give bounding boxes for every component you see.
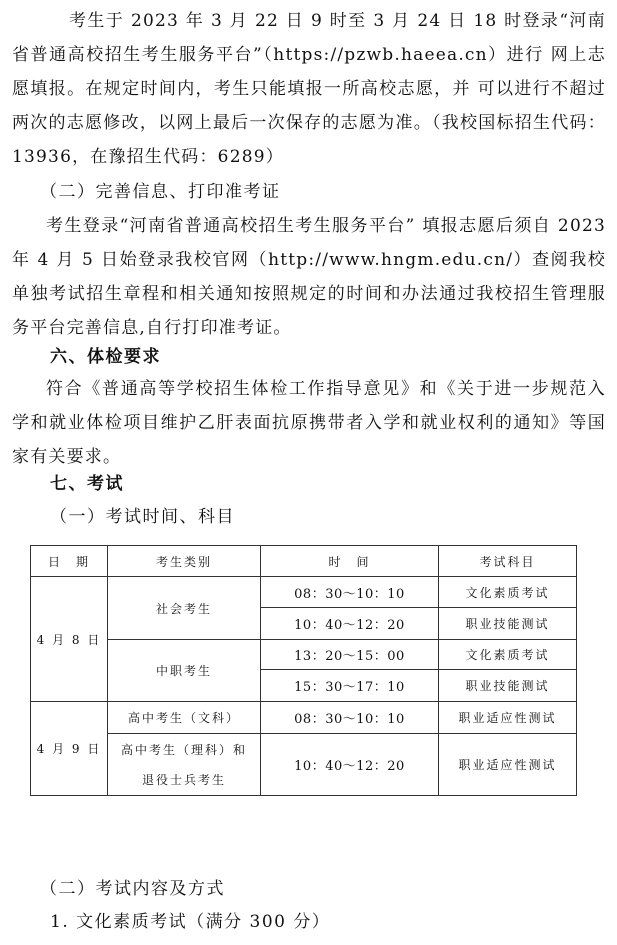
table-row bbox=[31, 640, 577, 670]
table-row bbox=[31, 577, 577, 608]
section-heading-complete-info: （二）完善信息、打印准考证 bbox=[40, 182, 281, 202]
date-cell-apr8: 4 月 8 日 bbox=[31, 577, 108, 702]
header-date: 日 期 bbox=[31, 546, 108, 577]
header-subject: 考试科目 bbox=[439, 546, 577, 577]
category-hs-arts: 高中考生（文科） bbox=[108, 702, 261, 734]
time-cell: 08：30～10：10 bbox=[261, 577, 439, 608]
complete-info-paragraph: 考生登录“河南省普通高校招生考生服务平台” 填报志愿后须自 2023 年 4 月 5 日始登录我校官网（http://www.hngm.edu.cn/）查阅我校单独考试招生章程和相关通知按照规定的时间和办法通过我校招生管理服务平台完善信息,自行打印准考证。 bbox=[12, 216, 606, 338]
subject-cell: 职业技能测试 bbox=[439, 608, 577, 640]
category-hs-science-line2: 退役士兵考生 bbox=[141, 772, 226, 787]
section-heading-exam: 七、考试 bbox=[50, 474, 124, 494]
table-row bbox=[31, 734, 577, 796]
time-cell: 10：40～12：20 bbox=[261, 608, 439, 640]
subject-cell: 职业技能测试 bbox=[439, 670, 577, 702]
time-cell: 10：40～12：20 bbox=[261, 734, 439, 796]
exam-item-1: 1. 文化素质考试（满分 300 分） bbox=[50, 912, 331, 932]
section-heading-exam-content: （二）考试内容及方式 bbox=[40, 879, 225, 899]
subject-cell: 职业适应性测试 bbox=[439, 702, 577, 734]
time-cell: 13：20～15：00 bbox=[261, 640, 439, 670]
time-cell: 08：30～10：10 bbox=[261, 702, 439, 734]
category-vocational: 中职考生 bbox=[108, 640, 261, 702]
subject-cell: 职业适应性测试 bbox=[439, 734, 577, 796]
section-heading-medical: 六、体检要求 bbox=[50, 347, 161, 367]
table-header-row bbox=[31, 546, 577, 577]
subject-cell: 文化素质考试 bbox=[439, 577, 577, 608]
exam-schedule-table bbox=[30, 545, 577, 796]
category-hs-science bbox=[108, 734, 261, 796]
header-category: 考生类别 bbox=[108, 546, 261, 577]
date-cell-apr9: 4 月 9 日 bbox=[31, 702, 108, 796]
table-row bbox=[31, 702, 577, 734]
category-social: 社会考生 bbox=[108, 577, 261, 640]
section-heading-exam-schedule: （一）考试时间、科目 bbox=[50, 507, 235, 527]
category-hs-science-line1: 高中考生（理科）和 bbox=[120, 742, 247, 757]
subject-cell: 文化素质考试 bbox=[439, 640, 577, 670]
registration-paragraph: 考生于 2023 年 3 月 22 日 9 时至 3 月 24 日 18 时登录“河南省普通高校招生考生服务平台”（https://pzwb.haeea.cn）进行 网上志愿填报。在规定时间内，考生只能填报一所高校志愿，并 可以进行不超过两次的志愿修改，以网上最后一次保存的志愿为准。（我校国标招生代码：13936，在豫招生代码：6289） bbox=[12, 11, 606, 167]
header-time: 时 间 bbox=[261, 546, 439, 577]
time-cell: 15：30～17：10 bbox=[261, 670, 439, 702]
medical-paragraph: 符合《普通高等学校招生体检工作指导意见》和《关于进一步规范入学和就业体检项目维护乙肝表面抗原携带者入学和就业权利的通知》等国家有关要求。 bbox=[12, 379, 606, 467]
